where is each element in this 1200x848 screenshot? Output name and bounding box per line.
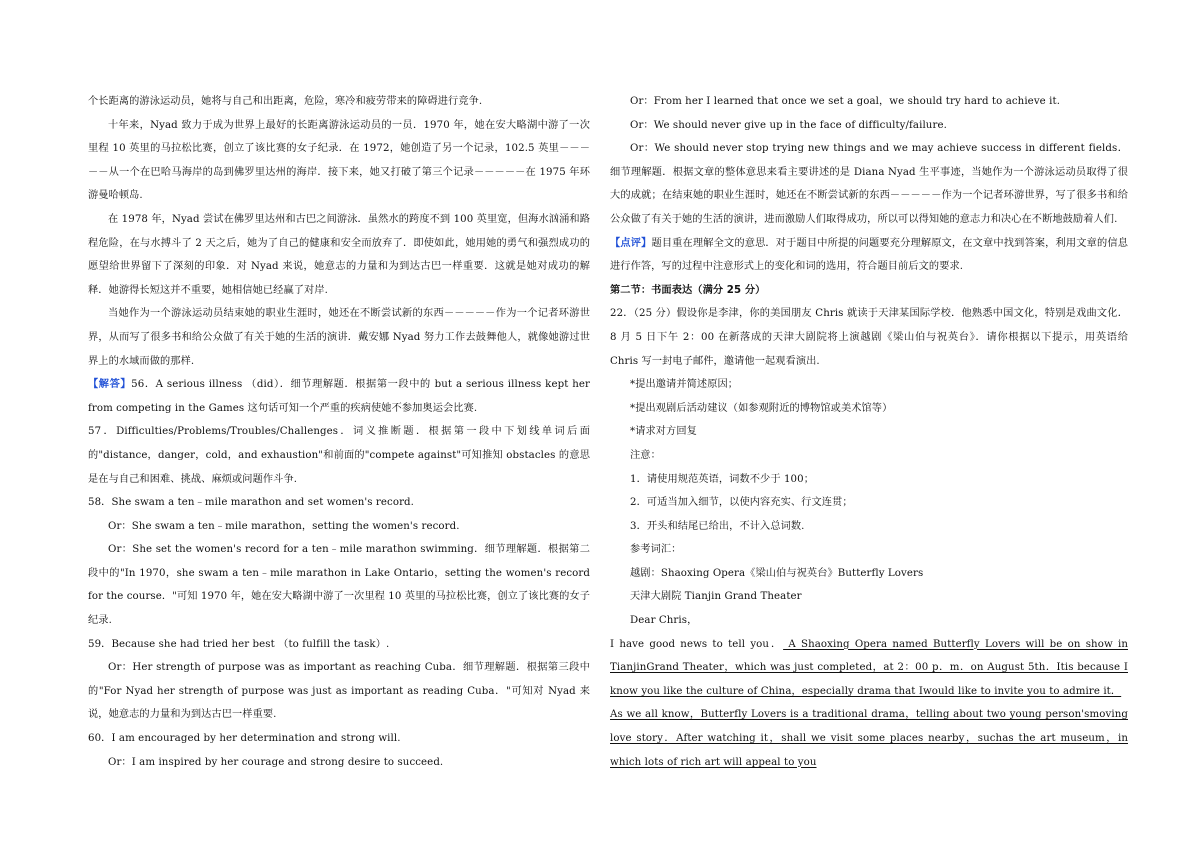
paragraph: Or：She set the women's record for a ten﹣mile marathon swimming．细节理解题．根据第二段中的"In 1970，she swam a ten﹣mile marathon in Lake Ontario，setting the women's record for the course．"可知 1970 年，她在安大略湖中游了一次里程 10 英里的马拉松比赛，创立了该比赛的女子纪录.: [88, 544, 590, 627]
paragraph: 在 1978 年，Nyad 尝试在佛罗里达州和古巴之间游泳．虽然水的跨度不到 100 英里宽，但海水汹涌和路程危险，在与水搏斗了 2 天之后，她为了自己的健康和安全而放弃了．即使如此，她用她的勇气和强烈成功的愿望给世界留下了深刻的印象．对 Nyad 来说，她意志的力量和为到达古巴一样重要．这就是她对成功的解释．她游得长短这并不重要，她相信她已经赢了对岸.: [88, 213, 590, 296]
paragraph: 57．Difficulties/Problems/Troubles/Challenges．词义推断题．根据第一段中下划线单词后面的"distance，danger，cold，and exhaustion"和前面的"compete against"可知推知 obstacles 的意思是在与自己和困难、挑战、麻烦或问题作斗争.: [88, 426, 590, 485]
paragraph: Or：From her I learned that once we set a goal，we should try hard to achieve it.: [630, 96, 1061, 107]
answer-paragraph: [88, 373, 590, 420]
paragraph: Or：I am inspired by her courage and strong desire to succeed.: [108, 756, 444, 768]
letter-paragraph-underlined: As we all know，Butterfly Lovers is a traditional drama，telling about two young person'smoving love story．After watching it，shall we visit some places nearby，suchas the art museum，in which lots of rich art will appeal to you: [610, 709, 1128, 768]
paragraph: 58．She swam a ten﹣mile marathon and set women's record.: [88, 497, 414, 509]
note-item: 1．请使用规范英语，词数不少于 100；: [630, 473, 814, 485]
letter-underlined-text: A Shaoxing Opera named Butterfly Lovers will be on show in TianjinGrand Theater，which was just completed，at 2：00 p．m．on August 5th．Itis because I know you like the culture of China，especially drama that Iwould like to invite you to admire it．: [610, 638, 1129, 697]
question-paragraph: 22．（25 分）假设你是李津，你的美国朋友 Chris 就读于天津某国际学校．他熟悉中国文化，特别是戏曲文化．8 月 5 日下午 2：00 在新落成的天津大剧院将上演越剧《梁山伯与祝英台》．请你根据以下提示，用英语给 Chris 写一封电子邮件，邀请他一起观看演出.: [610, 308, 1128, 367]
vocab-item: 天津大剧院 Tianjin Grand Theater: [630, 591, 802, 603]
prompt-item: *提出观剧后活动建议（如参观附近的博物馆或美术馆等）: [630, 402, 893, 414]
comment-tag: 【点评】: [610, 236, 652, 249]
paragraph: Or：We should never give up in the face of difficulty/failure.: [630, 119, 947, 131]
section-heading: 第二节：书面表达（满分 25 分）: [610, 284, 766, 296]
note-item: 3．开头和结尾已给出，不计入总词数.: [630, 520, 805, 532]
paragraph: 60．I am encouraged by her determination and strong will.: [88, 733, 401, 745]
paragraph: 十年来，Nyad 致力于成为世界上最好的长距离游泳运动员的一员．1970 年，她在安大略湖中游了一次里程 10 英里的马拉松比赛，创立了该比赛的女子纪录．在 1972，她创造了另一个记录，102.5 英里－－－－－从一个在巴哈马海岸的岛到佛罗里达州的海岸．接下来，她又打破了第三个记录－－－－－在 1975 年环游曼哈顿岛.: [88, 119, 590, 202]
paragraph: 59．Because she had tried her best （to fulfill the task）.: [88, 638, 390, 650]
prompt-item: *请求对方回复: [630, 426, 697, 438]
notes-label: 注意：: [630, 449, 661, 461]
vocab-label: 参考词汇：: [630, 544, 682, 556]
paragraph: 当她作为一个游泳运动员结束她的职业生涯时，她还在不断尝试新的东西－－－－－作为一个记者环游世界，从而写了很多书和给公众做了有关于她的生活的演讲．戴安娜 Nyad 努力工作去鼓舞他人，就像她游过世界上的水域而做的那样.: [88, 308, 590, 367]
paragraph: Or：She swam a ten﹣mile marathon，setting the women's record.: [108, 520, 460, 532]
comment-text: 题目重在理解全文的意思．对于题目中所提的问题要充分理解原文，在文章中找到答案，利用文章的信息进行作答，写的过程中注意形式上的变化和词的选用，符合题目前后文的要求.: [610, 237, 1128, 273]
paragraph: 个长距离的游泳运动员，她将与自己和出距离，危险，寒冷和疲劳带来的障碍进行竞争.: [88, 96, 483, 107]
right-column: [610, 90, 1128, 774]
letter-paragraph: [610, 633, 1128, 704]
paragraph: Or：Her strength of purpose was as important as reaching Cuba．细节理解题．根据第三段中的"For Nyad her strength of purpose was just as important as reading Cuba．"可知对 Nyad 来说，她意志的力量和为到达古巴一样重要.: [88, 662, 590, 721]
left-column: [88, 90, 590, 774]
vocab-item: 越剧：Shaoxing Opera《梁山伯与祝英台》Butterfly Lovers: [630, 567, 924, 579]
comment-paragraph: [610, 232, 1128, 279]
paragraph: Or：We should never stop trying new things and we may achieve success in different fields．细节理解题．根据文章的整体意思来看主要讲述的是 Diana Nyad 生平事迹，当她作为一个游泳运动员取得了很大的成就；在结束她的职业生涯时，她还在不断尝试新的东西－－－－－作为一个记者环游世界，写了很多书和给公众做了有关于她的生活的演讲，进而激励人们取得成功，所以可以得知她的意志力和决心在不断地鼓励着人们.: [610, 143, 1128, 225]
prompt-item: *提出邀请并简述原因；: [630, 379, 739, 391]
letter-opening: I have good news to tell you．: [610, 638, 784, 650]
note-item: 2．可适当加入细节，以使内容充实、行文连贯；: [630, 497, 853, 509]
answer-tag: 【解答】: [88, 378, 132, 391]
letter-salutation: Dear Chris，: [630, 615, 698, 627]
answer-text: 56．A serious illness （did）．细节理解题．根据第一段中的 but a serious illness kept her from competing in the Games 这句话可知一个严重的疾病使她不参加奥运会比赛.: [88, 379, 590, 414]
